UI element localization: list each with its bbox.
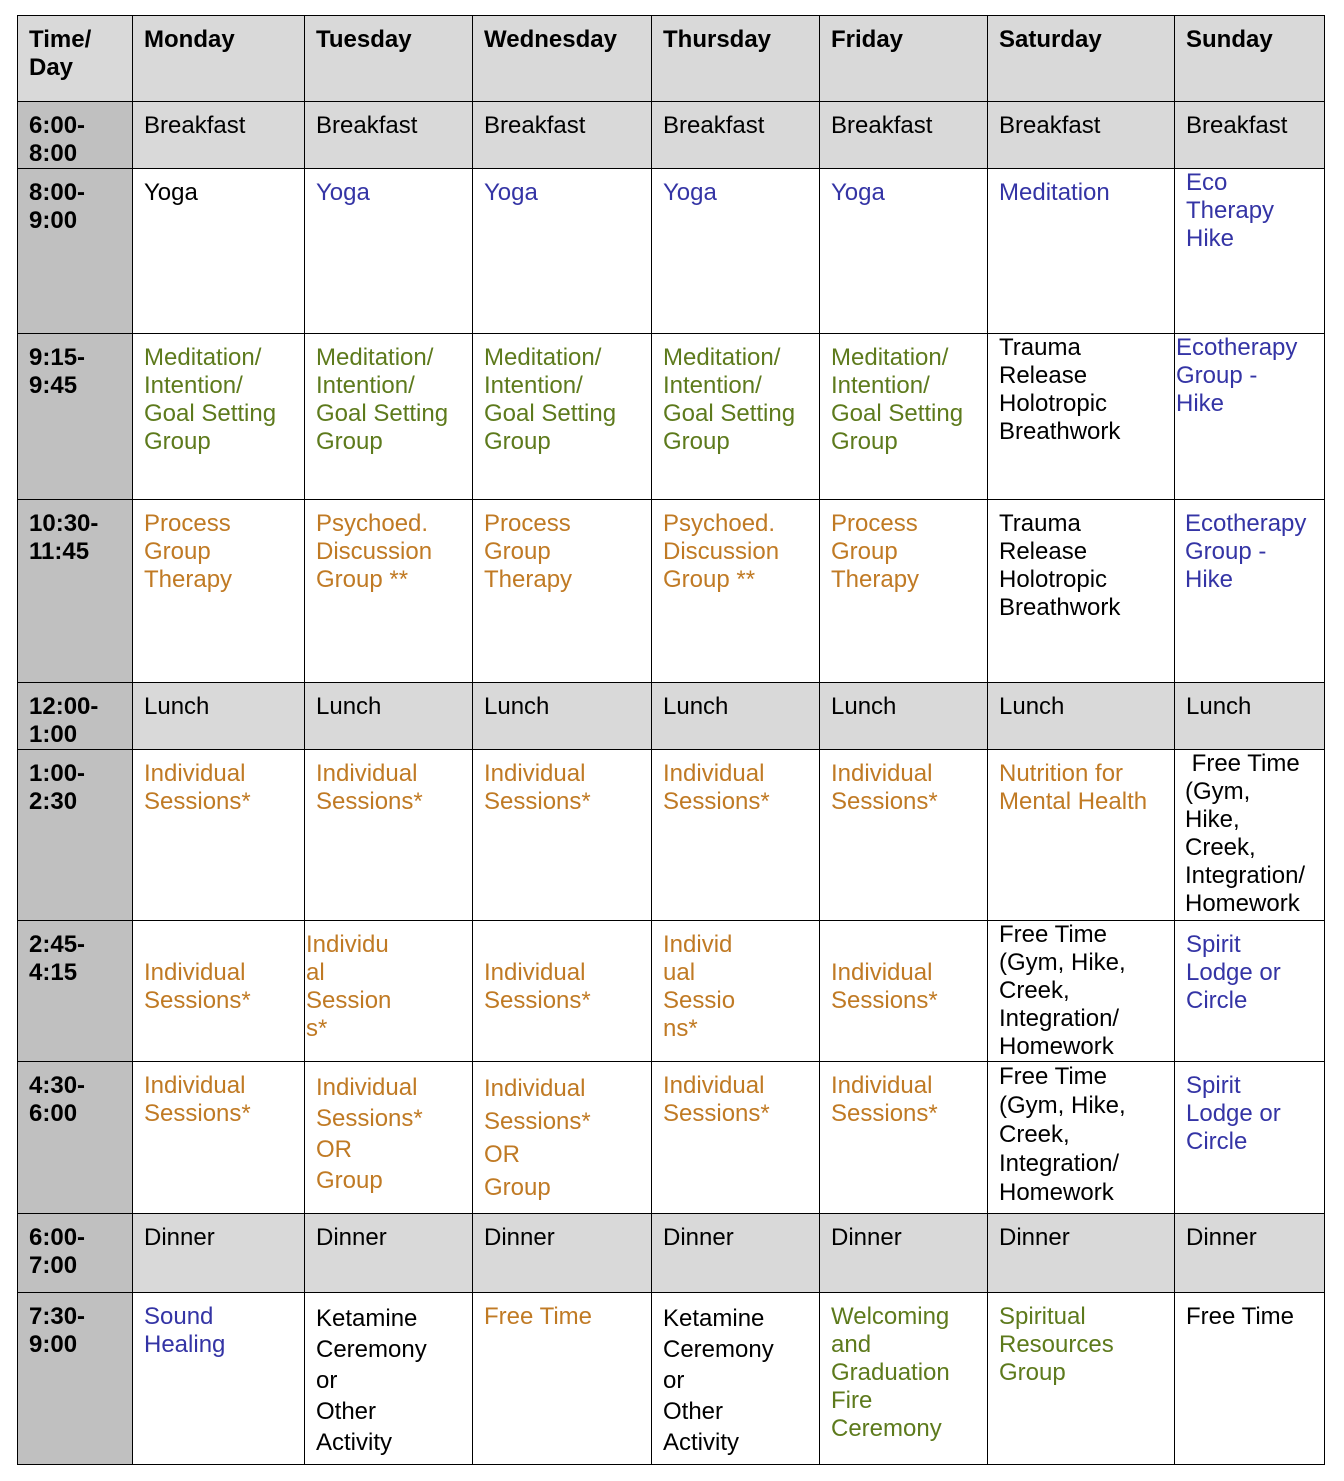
activity-label: Lunch: [663, 693, 729, 720]
day-label-tuesday: Tuesday: [316, 26, 412, 53]
schedule-cell: [305, 1062, 473, 1214]
schedule-cell: [1175, 683, 1325, 750]
activity-label: Trauma Release Holotropic Breathwork: [999, 510, 1121, 621]
activity-label: Dinner: [484, 1224, 555, 1251]
time-cell: [18, 921, 133, 1062]
time-cell: [18, 1062, 133, 1214]
time-day-label: Time/ Day: [29, 26, 92, 81]
schedule-cell: [652, 1293, 820, 1465]
schedule-cell: [133, 169, 305, 334]
activity-label: Lunch: [1186, 693, 1252, 720]
schedule-cell: [473, 334, 652, 500]
schedule-cell: [1175, 1293, 1325, 1465]
activity-label: Individual Sessions* OR Group: [484, 1075, 591, 1201]
activity-label: Individual Sessions*: [831, 760, 938, 815]
schedule-cell: [305, 1293, 473, 1465]
activity-label: Yoga: [484, 179, 538, 206]
schedule-cell: [133, 921, 305, 1062]
day-label-wednesday: Wednesday: [484, 26, 617, 53]
activity-label: Ketamine Ceremony or Other Activity: [316, 1305, 427, 1456]
time-slot-label: 10:30- 11:45: [29, 510, 99, 565]
schedule-cell: [1175, 169, 1325, 334]
activity-label: Individu al Session s*: [306, 931, 392, 1042]
schedule-cell: [988, 500, 1175, 683]
schedule-cell: [820, 102, 988, 169]
schedule-cell: [473, 169, 652, 334]
header-cell-sunday: [1175, 16, 1325, 102]
activity-label: Individual Sessions*: [831, 1072, 938, 1127]
schedule-row-evening: [18, 1293, 1325, 1465]
weekly-schedule-table: [17, 15, 1325, 1465]
time-slot-label: 2:45- 4:15: [29, 931, 86, 986]
schedule-cell: [473, 500, 652, 683]
activity-label: Individual Sessions*: [144, 959, 251, 1014]
schedule-cell: [305, 102, 473, 169]
header-cell-tuesday: [305, 16, 473, 102]
activity-label: Individual Sessions*: [831, 959, 938, 1014]
activity-label: Meditation/ Intention/ Goal Setting Group: [484, 344, 617, 455]
schedule-cell: [652, 334, 820, 500]
activity-label: Trauma Release Holotropic Breathwork: [999, 334, 1121, 445]
activity-label: Process Group Therapy: [831, 510, 920, 593]
schedule-cell: [988, 169, 1175, 334]
schedule-cell: [820, 683, 988, 750]
day-label-monday: Monday: [144, 26, 235, 53]
activity-label: Individual Sessions*: [144, 760, 251, 815]
time-cell: [18, 169, 133, 334]
time-cell: [18, 750, 133, 921]
activity-label: Lunch: [316, 693, 382, 720]
activity-label: Ketamine Ceremony or Other Activity: [663, 1305, 774, 1456]
schedule-cell: [652, 1214, 820, 1293]
schedule-cell: [133, 334, 305, 500]
schedule-cell: [820, 169, 988, 334]
header-cell-saturday: [988, 16, 1175, 102]
activity-label: Dinner: [1186, 1224, 1257, 1251]
schedule-cell: [133, 683, 305, 750]
schedule-cell: [473, 1293, 652, 1465]
schedule-cell: [305, 169, 473, 334]
schedule-row-afternoon-1: [18, 750, 1325, 921]
time-slot-label: 7:30- 9:00: [29, 1303, 86, 1358]
activity-label: Breakfast: [484, 112, 586, 139]
schedule-row-lunch: [18, 683, 1325, 750]
activity-label: Psychoed. Discussion Group **: [316, 510, 433, 593]
activity-label: Individual Sessions* OR Group: [316, 1074, 423, 1194]
schedule-cell: [652, 921, 820, 1062]
activity-label: Lunch: [831, 693, 897, 720]
schedule-cell: [1175, 1214, 1325, 1293]
activity-label: Process Group Therapy: [144, 510, 233, 593]
activity-label: Individual Sessions*: [484, 959, 591, 1014]
schedule-cell: [820, 1214, 988, 1293]
activity-label: Dinner: [316, 1224, 387, 1251]
activity-label: Lunch: [999, 693, 1065, 720]
schedule-cell: [988, 334, 1175, 500]
schedule-cell: [133, 1062, 305, 1214]
time-cell: [18, 334, 133, 500]
schedule-cell: [988, 1293, 1175, 1465]
activity-label: Meditation: [999, 179, 1110, 206]
activity-label: Breakfast: [831, 112, 933, 139]
activity-label: Welcoming and Graduation Fire Ceremony: [831, 1303, 950, 1442]
activity-label: Ecotherapy Group - Hike: [1176, 334, 1298, 417]
activity-label: Yoga: [144, 179, 198, 206]
activity-label: Dinner: [999, 1224, 1070, 1251]
activity-label: Breakfast: [663, 112, 765, 139]
activity-label: Individ ual Sessio ns*: [663, 931, 736, 1042]
schedule-cell: [473, 921, 652, 1062]
schedule-cell: [988, 683, 1175, 750]
schedule-cell: [652, 102, 820, 169]
schedule-cell: [1175, 500, 1325, 683]
time-slot-label: 9:15- 9:45: [29, 344, 86, 399]
time-cell: [18, 102, 133, 169]
schedule-cell: [652, 750, 820, 921]
schedule-cell: [652, 683, 820, 750]
schedule-cell: [652, 1062, 820, 1214]
schedule-cell: [820, 750, 988, 921]
activity-label: Free Time (Gym, Hike, Creek, Integration/ Homework: [999, 921, 1126, 1060]
schedule-row-breakfast: [18, 102, 1325, 169]
activity-label: Meditation/ Intention/ Goal Setting Group: [831, 344, 964, 455]
schedule-cell: [820, 921, 988, 1062]
activity-label: Breakfast: [999, 112, 1101, 139]
activity-label: Eco Therapy Hike: [1186, 169, 1275, 252]
day-label-thursday: Thursday: [663, 26, 772, 53]
activity-label: Breakfast: [316, 112, 418, 139]
activity-label: Nutrition for Mental Health: [999, 760, 1148, 815]
schedule-cell: [1175, 102, 1325, 169]
time-slot-label: 6:00- 7:00: [29, 1224, 86, 1279]
schedule-cell: [133, 1214, 305, 1293]
activity-label: Yoga: [831, 179, 885, 206]
schedule-cell: [305, 334, 473, 500]
time-slot-label: 8:00- 9:00: [29, 179, 86, 234]
activity-label: Free Time: [1186, 1303, 1295, 1330]
activity-label: Yoga: [316, 179, 370, 206]
schedule-cell: [133, 750, 305, 921]
activity-label: Sound Healing: [144, 1303, 226, 1358]
time-slot-label: 6:00- 8:00: [29, 112, 86, 167]
activity-label: Psychoed. Discussion Group **: [663, 510, 780, 593]
schedule-cell: [820, 1062, 988, 1214]
schedule-cell: [473, 102, 652, 169]
schedule-row-afternoon-2: [18, 921, 1325, 1062]
activity-label: Dinner: [144, 1224, 215, 1251]
activity-label: Individual Sessions*: [484, 760, 591, 815]
activity-label: Yoga: [663, 179, 717, 206]
schedule-row-afternoon-3: [18, 1062, 1325, 1214]
schedule-cell: [133, 102, 305, 169]
time-slot-label: 4:30- 6:00: [29, 1072, 86, 1127]
activity-label: Lunch: [484, 693, 550, 720]
schedule-cell: [820, 1293, 988, 1465]
header-row: [18, 16, 1325, 102]
activity-label: Individual Sessions*: [144, 1072, 251, 1127]
schedule-row-morning-2: [18, 334, 1325, 500]
activity-label: Breakfast: [144, 112, 246, 139]
schedule-cell: [1175, 750, 1325, 921]
schedule-cell: [473, 1062, 652, 1214]
activity-label: Lunch: [144, 693, 210, 720]
activity-label: Individual Sessions*: [663, 1072, 770, 1127]
activity-label: Dinner: [663, 1224, 734, 1251]
schedule-cell: [820, 500, 988, 683]
schedule-cell: [988, 1062, 1175, 1214]
schedule-cell: [652, 169, 820, 334]
activity-label: Free Time (Gym, Hike, Creek, Integration/ Homework: [1185, 750, 1306, 917]
time-cell: [18, 1293, 133, 1465]
activity-label: Meditation/ Intention/ Goal Setting Group: [144, 344, 277, 455]
schedule-cell: [133, 500, 305, 683]
header-cell-wednesday: [473, 16, 652, 102]
schedule-cell: [473, 750, 652, 921]
activity-label: Meditation/ Intention/ Goal Setting Group: [316, 344, 449, 455]
schedule-row-morning-1: [18, 169, 1325, 334]
header-cell-friday: [820, 16, 988, 102]
schedule-cell: [473, 683, 652, 750]
schedule-row-dinner: [18, 1214, 1325, 1293]
header-cell-monday: [133, 16, 305, 102]
schedule-cell: [473, 1214, 652, 1293]
activity-label: Spirit Lodge or Circle: [1186, 931, 1281, 1014]
schedule-cell: [1175, 921, 1325, 1062]
activity-label: Process Group Therapy: [484, 510, 573, 593]
schedule-cell: [305, 1214, 473, 1293]
schedule-cell: [988, 1214, 1175, 1293]
activity-label: Spirit Lodge or Circle: [1186, 1072, 1281, 1155]
day-label-sunday: Sunday: [1186, 26, 1273, 53]
schedule-cell: [1175, 1062, 1325, 1214]
schedule-cell: [988, 921, 1175, 1062]
time-cell: [18, 500, 133, 683]
schedule-cell: [652, 500, 820, 683]
schedule-cell: [305, 683, 473, 750]
schedule-row-late-morning: [18, 500, 1325, 683]
schedule-cell: [305, 921, 473, 1062]
activity-label: Individual Sessions*: [663, 760, 770, 815]
schedule-cell: [1175, 334, 1325, 500]
header-cell-time-day: [18, 16, 133, 102]
schedule-cell: [305, 750, 473, 921]
header-cell-thursday: [652, 16, 820, 102]
activity-label: Ecotherapy Group - Hike: [1185, 510, 1307, 593]
schedule-cell: [988, 750, 1175, 921]
time-cell: [18, 1214, 133, 1293]
activity-label: Dinner: [831, 1224, 902, 1251]
activity-label: Breakfast: [1186, 112, 1288, 139]
activity-label: Individual Sessions*: [316, 760, 423, 815]
time-slot-label: 1:00- 2:30: [29, 760, 86, 815]
activity-label: Spiritual Resources Group: [999, 1303, 1114, 1386]
time-cell: [18, 683, 133, 750]
schedule-cell: [988, 102, 1175, 169]
schedule-cell: [305, 500, 473, 683]
activity-label: Meditation/ Intention/ Goal Setting Group: [663, 344, 796, 455]
activity-label: Free Time (Gym, Hike, Creek, Integration/ Homework: [999, 1063, 1126, 1206]
time-slot-label: 12:00- 1:00: [29, 693, 99, 748]
day-label-saturday: Saturday: [999, 26, 1102, 53]
day-label-friday: Friday: [831, 26, 904, 53]
activity-label: Free Time: [484, 1303, 593, 1330]
schedule-cell: [133, 1293, 305, 1465]
schedule-cell: [820, 334, 988, 500]
